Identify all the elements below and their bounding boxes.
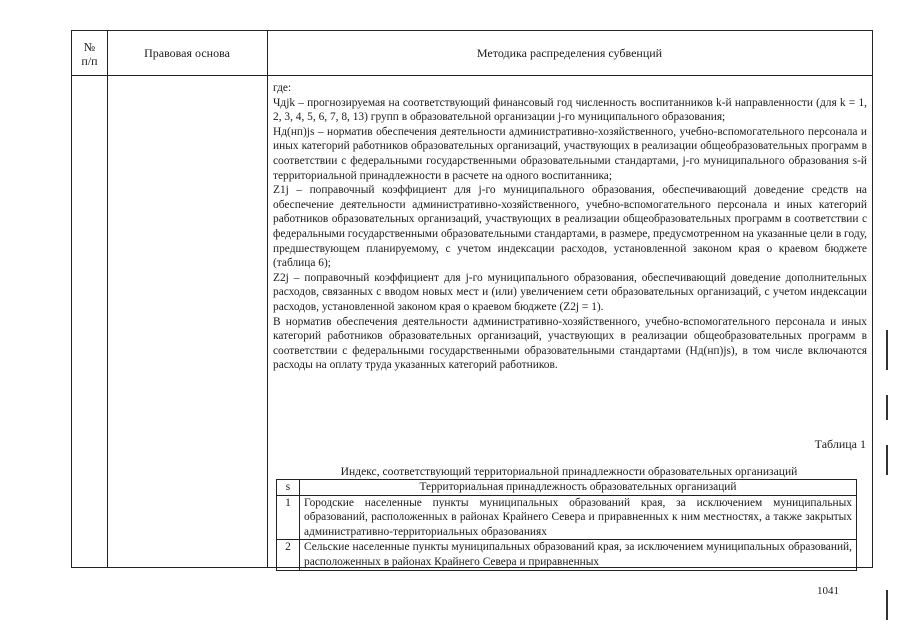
row-text: Городские населенные пункты муниципальных образований края, за исключением муниципальных образований, расположенных в районах Крайнего Севера и приравненных к ним местностях, а также закрытых административно-территориальных образованиях <box>300 495 857 540</box>
scan-artifact <box>886 445 888 475</box>
paragraph: где: <box>273 82 292 94</box>
table-label: Таблица 1 <box>814 437 866 451</box>
scan-artifact <box>886 395 888 420</box>
territory-index-table <box>276 479 857 571</box>
column-divider <box>107 31 108 567</box>
header-divider <box>72 75 872 76</box>
table-row <box>277 540 857 570</box>
column-header-territory: Территориальная принадлежность образовательных организаций <box>300 480 857 496</box>
row-text: Сельские населенные пункты муниципальных образований края, за исключением муниципальных образований, расположенных в районах Крайнего Севера и приравненных <box>300 540 857 570</box>
row-number: 1 <box>277 495 300 540</box>
table-header-row <box>277 480 857 496</box>
header-number-line2: п/п <box>81 54 98 68</box>
scan-artifact <box>886 330 888 370</box>
header-methodology: Методика распределения субвенций <box>476 46 663 60</box>
paragraph: Нд(нп)js – норматив обеспечения деятельности административно-хозяйственного, учебно-вспомогательного персонала и иных категорий работников образовательных организаций, участвующих в реализации общеобразовательных программ в соответствии с федеральными государственными образовательными стандартами, j-го муниципального образования s-й территориальной принадлежности в расчете на одного воспитанника; <box>273 125 867 182</box>
document-table-frame <box>71 30 873 568</box>
paragraph: Z2j – поправочный коэффициент для j-го муниципального образования, обеспечивающий доведение дополнительных расходов, связанных с вводом новых мест и (или) увеличением сети образовательных организаций, с учетом индексации расходов, установленной законом края о краевом бюджете (Z2j = 1). <box>273 271 867 313</box>
methodology-text <box>273 81 867 373</box>
row-number: 2 <box>277 540 300 570</box>
page-number: 1041 <box>817 585 839 597</box>
column-header-s: s <box>277 480 300 496</box>
header-legal-basis: Правовая основа <box>144 46 230 60</box>
header-number-line1: № <box>83 40 96 54</box>
paragraph: Z1j – поправочный коэффициент для j-го муниципального образования, обеспечивающий доведение средств на обеспечение деятельности административно-хозяйственного, учебно-вспомогательного персонала и иных категорий работников образовательных организаций, участвующих в реализации общеобразовательных программ в соответствии с федеральными государственными образовательными стандартами, в размере, предусмотренном на указанные цели в году, предшествующем планируемому, с учетом индексации расходов, установленной законом края о краевом бюджете (таблица 6); <box>273 184 868 270</box>
paragraph: Чдjk – прогнозируемая на соответствующий финансовый год численность воспитанников k-й направленности (для k = 1, 2, 3, 4, 5, 6, 7, 8, 13) групп в образовательной организации j-го муниципального образования; <box>273 96 867 124</box>
paragraph: В норматив обеспечения деятельности административно-хозяйственного, учебно-вспомогательного персонала и иных категорий работников образовательных организаций, участвующих в реализации общеобразовательных программ в соответствии с федеральными государственными образовательными стандартами (Нд(нп)js), в том числе включаются расходы на оплату труда указанных категорий работников. <box>273 315 867 372</box>
header-number-cell <box>72 40 107 68</box>
table-title: Индекс, соответствующий территориальной принадлежности образовательных организаций <box>340 465 798 478</box>
table-row <box>277 495 857 540</box>
column-divider <box>267 31 268 567</box>
scan-artifact <box>886 590 888 620</box>
